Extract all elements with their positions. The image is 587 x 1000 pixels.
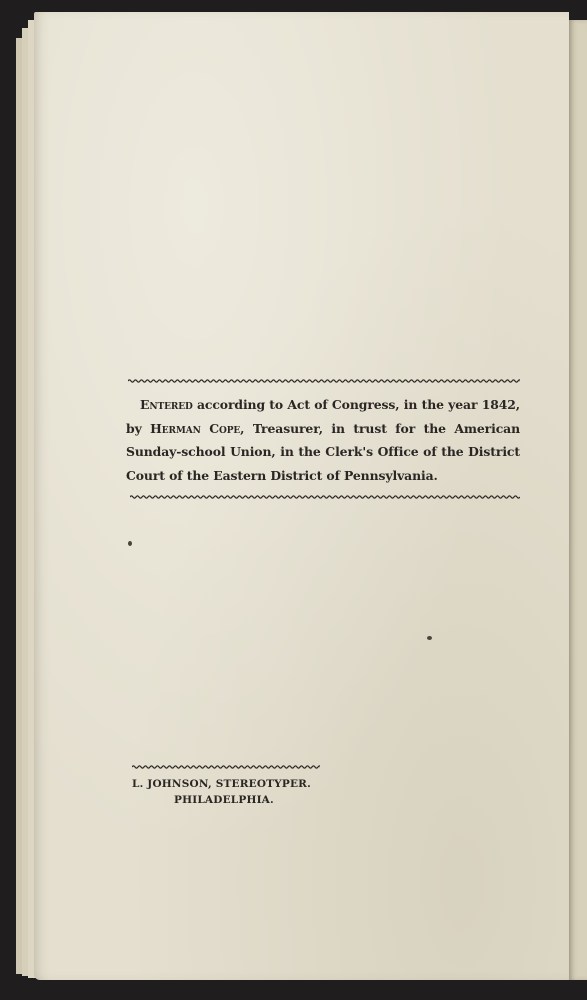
wavy-rule-bottom bbox=[130, 492, 520, 502]
wavy-rule-imprint bbox=[132, 762, 320, 772]
copyright-text-part2: , Treasurer, in trust for the American Sunday-school Union, in the Clerk's Office of the District Court of the Eastern District of Pennsylvania. bbox=[126, 420, 520, 483]
ink-speck bbox=[128, 541, 132, 546]
copyright-lead-word: Entered bbox=[140, 397, 193, 412]
copyright-notice bbox=[126, 393, 520, 487]
wavy-line bbox=[128, 380, 520, 382]
copyright-text-part1: according to Act of Congress, in the year 1842, by bbox=[126, 397, 520, 436]
printer-imprint bbox=[132, 776, 322, 808]
copyright-holder-name: Herman Cope bbox=[150, 420, 241, 436]
imprint-city: PHILADELPHIA. bbox=[174, 794, 274, 806]
imprint-stereotyper: L. JOHNSON, STEREOTYPER. bbox=[132, 778, 311, 790]
facing-page-edge bbox=[569, 20, 587, 980]
wavy-line bbox=[130, 496, 520, 498]
wavy-line bbox=[132, 766, 320, 768]
ink-speck bbox=[427, 636, 432, 640]
wavy-rule-top bbox=[128, 376, 520, 386]
